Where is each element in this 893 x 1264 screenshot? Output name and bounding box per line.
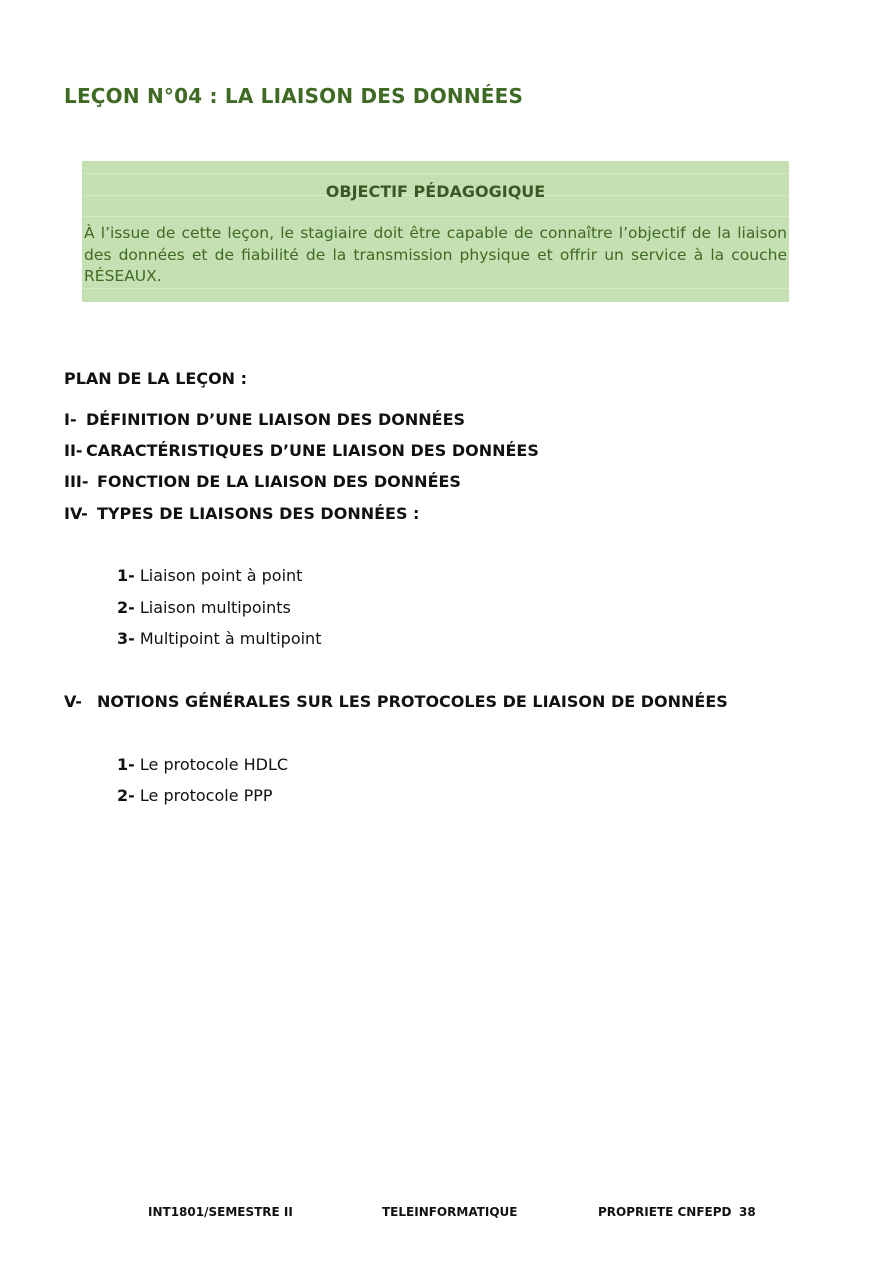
footer-page-number: 38 bbox=[739, 1205, 756, 1219]
subitem-label: Liaison point à point bbox=[139, 566, 303, 585]
plan-item-4 bbox=[64, 504, 419, 523]
plan-item-number: I- bbox=[64, 410, 77, 429]
plan-item-number: V- bbox=[64, 692, 82, 711]
plan-item-number: IV- bbox=[64, 504, 88, 523]
plan-heading: PLAN DE LA LEÇON : bbox=[64, 369, 248, 388]
footer-course: INT1801/SEMESTRE II bbox=[148, 1205, 293, 1219]
subitem-label: Le protocole PPP bbox=[139, 786, 273, 805]
subitem-number: 2- bbox=[117, 598, 135, 617]
protocol-subitem-1 bbox=[117, 755, 288, 774]
types-subitem-1 bbox=[117, 566, 302, 585]
objective-rule bbox=[82, 173, 789, 174]
plan-item-label: TYPES DE LIAISONS DES DONNÉES : bbox=[97, 504, 420, 523]
footer-owner: PROPRIETE CNFEPD bbox=[598, 1205, 732, 1219]
plan-item-label: NOTIONS GÉNÉRALES SUR LES PROTOCOLES DE LIAISON DE DONNÉES bbox=[97, 692, 728, 711]
subitem-label: Multipoint à multipoint bbox=[139, 629, 322, 648]
plan-item-5 bbox=[64, 692, 728, 711]
subitem-label: Le protocole HDLC bbox=[139, 755, 289, 774]
subitem-number: 1- bbox=[117, 566, 135, 585]
subitem-number: 2- bbox=[117, 786, 135, 805]
plan-item-number: II- bbox=[64, 441, 83, 460]
plan-item-1 bbox=[64, 410, 465, 429]
subitem-number: 1- bbox=[117, 755, 135, 774]
plan-item-2 bbox=[64, 441, 539, 460]
plan-item-label: CARACTÉRISTIQUES D’UNE LIAISON DES DONNÉES bbox=[86, 441, 539, 460]
objective-rule bbox=[82, 288, 789, 289]
types-subitem-2 bbox=[117, 598, 291, 617]
plan-item-number: III- bbox=[64, 472, 89, 491]
plan-item-label: FONCTION DE LA LIAISON DES DONNÉES bbox=[97, 472, 461, 491]
objective-rule bbox=[82, 216, 789, 217]
subitem-number: 3- bbox=[117, 629, 135, 648]
types-subitem-3 bbox=[117, 629, 321, 648]
plan-item-3 bbox=[64, 472, 461, 491]
protocol-subitem-2 bbox=[117, 786, 273, 805]
footer-subject: TELEINFORMATIQUE bbox=[382, 1205, 518, 1219]
subitem-label: Liaison multipoints bbox=[139, 598, 291, 617]
objective-box bbox=[82, 161, 789, 302]
objective-text: À l’issue de cette leçon, le stagiaire doit être capable de connaître l’objectif de la liaison des données et de fiabilité de la transmission physique et offrir un service à la couche RÉSEAUX. bbox=[84, 224, 787, 285]
objective-heading: OBJECTIF PÉDAGOGIQUE bbox=[325, 182, 546, 201]
plan-item-label: DÉFINITION D’UNE LIAISON DES DONNÉES bbox=[86, 410, 466, 429]
page-title: LEÇON N°04 : LA LIAISON DES DONNÉES bbox=[64, 84, 524, 108]
